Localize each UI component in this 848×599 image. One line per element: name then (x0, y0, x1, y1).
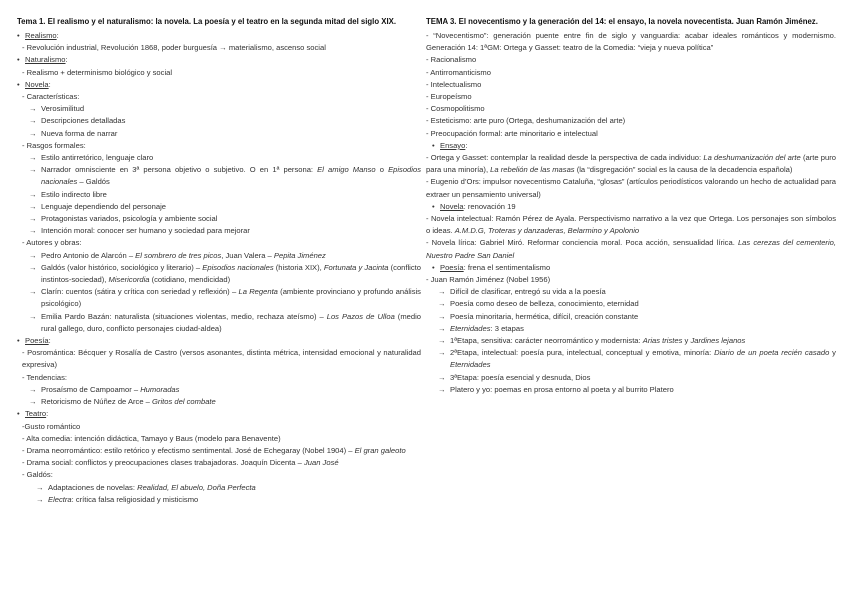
bullet-icon: • (432, 140, 435, 150)
novela-line: - Novela intelectual: Ramón Pérez de Ayala. Perspectivismo narrativo a la vez que Ortega. Los personajes son símbolos o ideas. A.M.D.G, Troteras y danzaderas, Belarmino y Apolonio (426, 214, 836, 236)
autores-label: - Autores y obras: (22, 238, 82, 248)
arrow-icon: → (29, 214, 37, 224)
list-item: → Electra: crítica falsa religiosidad y misticismo (17, 494, 421, 506)
arrow-icon: → (36, 494, 44, 504)
novela-line: - Novela lírica: Gabriel Miró. Reformar conciencia moral. Poca acción, sensualidad lírica. Las cerezas del cementerio, Nuestro Padre San Daniel (426, 238, 836, 260)
ensayo-line: - Ortega y Gasset: contemplar la realidad desde la perspectiva de cada individuo: La deshumanización del arte (arte puro para una minoría), La rebelión de las masas (la “disgregación” social es la causa de la decadencia española) (426, 153, 836, 175)
rasgo-item: - Preocupación formal: arte minoritario e intelectual (426, 128, 598, 138)
list-item: → Pedro Antonio de Alarcón – El sombrero de tres picos, Juan Valera – Pepita Jiménez (17, 250, 421, 262)
rasgo-item: - Antirromanticismo (426, 67, 491, 77)
tema3-title: TEMA 3. El novecentismo y la generación del 14: el ensayo, la novela novecentista. Juan Ramón Jiménez. (426, 17, 818, 26)
novela-heading: • Novela: (17, 79, 421, 91)
list-item: → 2ªEtapa, intelectual: poesía pura, intelectual, conceptual y emotiva, minoría: Diario de un poeta recién casado y Eternidades (438, 348, 836, 370)
realismo-line: - Revolución industrial, Revolución 1868, poder burguesía → materialismo, ascenso social (22, 43, 326, 53)
list-item: → Eternidades: 3 etapas (426, 323, 836, 335)
intro-line: - “Novecentismo”: generación puente entre fin de siglo y vanguardia: acabar ideales románticos y modernismo. Generación 14: 1ªGM: Ortega y Gasset: teatro de la Comedia: “vieja y nueva política” (426, 31, 836, 53)
arrow-icon: → (29, 153, 37, 163)
list-item: → Difícil de clasificar, entregó su vida a la poesía (426, 286, 836, 298)
list-item: → Poesía como deseo de belleza, conocimiento, eternidad (426, 298, 836, 310)
rasgo-item: - Intelectualismo (426, 79, 482, 89)
arrow-icon: → (438, 299, 446, 309)
naturalismo-line: - Realismo + determinismo biológico y social (22, 67, 173, 77)
list-item: → Clarín: cuentos (sátira y crítica con seriedad y reflexión) – La Regenta (ambiente provinciano y profundo análisis psicológico) (29, 287, 421, 309)
list-item: → Platero y yo: poemas en prosa entorno al poeta y al burrito Platero (426, 384, 836, 396)
poesia-line: - Posromántica: Bécquer y Rosalía de Castro (versos asonantes, distinta métrica, intensidad emocional y naturalidad expresiva) (22, 348, 421, 370)
arrow-icon: → (29, 250, 37, 260)
bullet-icon: • (17, 55, 20, 65)
bullet-icon: • (17, 31, 20, 40)
bullet-icon: • (432, 201, 435, 211)
arrow-icon: → (29, 311, 37, 321)
left-column (17, 16, 421, 506)
poesia-heading: • Poesía: frena el sentimentalismo (426, 262, 836, 274)
teatro-line: -Gusto romántico (22, 421, 81, 431)
arrow-icon: → (29, 201, 37, 211)
arrow-icon: → (36, 482, 44, 492)
list-item: → Emilia Pardo Bazán: naturalista (situaciones violentas, medio, rechaza ateísmo) – Los Pazos de Ulloa (medio rural gallego, duro, conflicto personajes ciudad-aldea) (29, 311, 421, 333)
teatro-line: - Drama social: conflictos y preocupaciones clases trabajadoras. Joaquín Dicenta – Juan José (22, 458, 339, 468)
arrow-icon: → (29, 226, 37, 236)
ensayo-line: - Eugenio d’Ors: impulsor novecentismo Cataluña, “glosas” (artículos periodísticos valorando un hecho de actualidad para extraer un pensamiento universal) (426, 177, 836, 199)
ensayo-heading: • Ensayo: (426, 140, 836, 152)
arrow-icon: → (438, 372, 446, 382)
teatro-line: - Drama neorromántico: estilo retórico y efectismo sentimental. José de Echegaray (Nobel 1904) – El gran galeoto (22, 445, 406, 455)
teatro-line: - Alta comedia: intención didáctica, Tamayo y Baus (modelo para Benavente) (22, 433, 281, 443)
list-item: → Descripciones detalladas (17, 115, 421, 127)
arrow-icon: → (29, 128, 37, 138)
tema1-title: Tema 1. El realismo y el naturalismo: la novela. La poesía y el teatro en la segunda mitad del siglo XIX. (17, 17, 396, 26)
realismo-heading: • Realismo: (17, 30, 421, 42)
naturalismo-heading: • Naturalismo: (17, 54, 421, 66)
arrow-icon: → (29, 262, 37, 272)
novela-heading: • Novela: renovación 19 (426, 201, 836, 213)
bullet-icon: • (432, 262, 435, 272)
list-item: → Nueva forma de narrar (17, 128, 421, 140)
teatro-heading: • Teatro: (17, 408, 421, 420)
bullet-icon: • (17, 336, 20, 346)
poesia-heading: • Poesía: (17, 335, 421, 347)
arrow-icon: → (438, 384, 446, 394)
list-item: → 1ªEtapa, sensitiva: carácter neorromántico y modernista: Arias tristes y Jardines lejanos (426, 335, 836, 347)
arrow-icon: → (29, 397, 37, 407)
list-item: → Intención moral: conocer ser humano y sociedad para mejorar (17, 225, 421, 237)
arrow-icon: → (29, 165, 37, 175)
rasgo-item: - Europeísmo (426, 92, 472, 102)
list-item: → Narrador omnisciente en 3ª persona objetivo o subjetivo. O en 1ª persona: El amigo Manso o Episodios nacionales – Galdós (29, 165, 421, 187)
list-item: → Verosimilitud (17, 103, 421, 115)
rasgo-item: - Cosmopolitismo (426, 104, 485, 114)
list-item: → 3ªEtapa: poesía esencial y desnuda, Dios (426, 372, 836, 384)
right-column (426, 16, 836, 396)
tendencias-label: - Tendencias: (22, 372, 68, 382)
caracteristicas-label: - Características: (22, 92, 80, 102)
arrow-icon: → (29, 189, 37, 199)
arrow-icon: → (29, 104, 37, 114)
list-item: → Galdós (valor histórico, sociológico y literario) – Episodios nacionales (historia XIX), Fortunata y Jacinta (conflicto instintos-sociedad), Misericordia (cotidiano, mendicidad) (29, 262, 422, 285)
list-item: → Estilo indirecto libre (17, 189, 421, 201)
list-item: → Protagonistas variados, psicología y ambiente social (17, 213, 421, 225)
rasgo-item: - Racionalismo (426, 55, 477, 65)
arrow-icon: → (29, 287, 37, 297)
arrow-icon: → (29, 384, 37, 394)
arrow-icon: → (438, 323, 446, 333)
rasgo-item: - Esteticismo: arte puro (Ortega, deshumanización del arte) (426, 116, 626, 126)
arrow-icon: → (438, 348, 446, 358)
list-item: → Adaptaciones de novelas: Realidad, El abuelo, Doña Perfecta (17, 482, 421, 494)
arrow-icon: → (438, 287, 446, 297)
teatro-line: - Galdós: (22, 470, 53, 480)
poesia-line: - Juan Ramón Jiménez (Nobel 1956) (426, 275, 551, 285)
rasgos-label: - Rasgos formales: (22, 140, 86, 150)
list-item: → Poesía minoritaria, hermética, difícil, creación constante (426, 311, 836, 323)
bullet-icon: • (17, 409, 20, 419)
list-item: → Lenguaje dependiendo del personaje (17, 201, 421, 213)
bullet-icon: • (17, 79, 20, 89)
list-item: → Retoricismo de Núñez de Arce – Gritos del combate (17, 396, 421, 408)
arrow-icon: → (438, 311, 446, 321)
arrow-icon: → (438, 336, 446, 346)
arrow-icon: → (29, 116, 37, 126)
list-item: → Prosaísmo de Campoamor – Humoradas (17, 384, 421, 396)
list-item: → Estilo antirretórico, lenguaje claro (17, 152, 421, 164)
